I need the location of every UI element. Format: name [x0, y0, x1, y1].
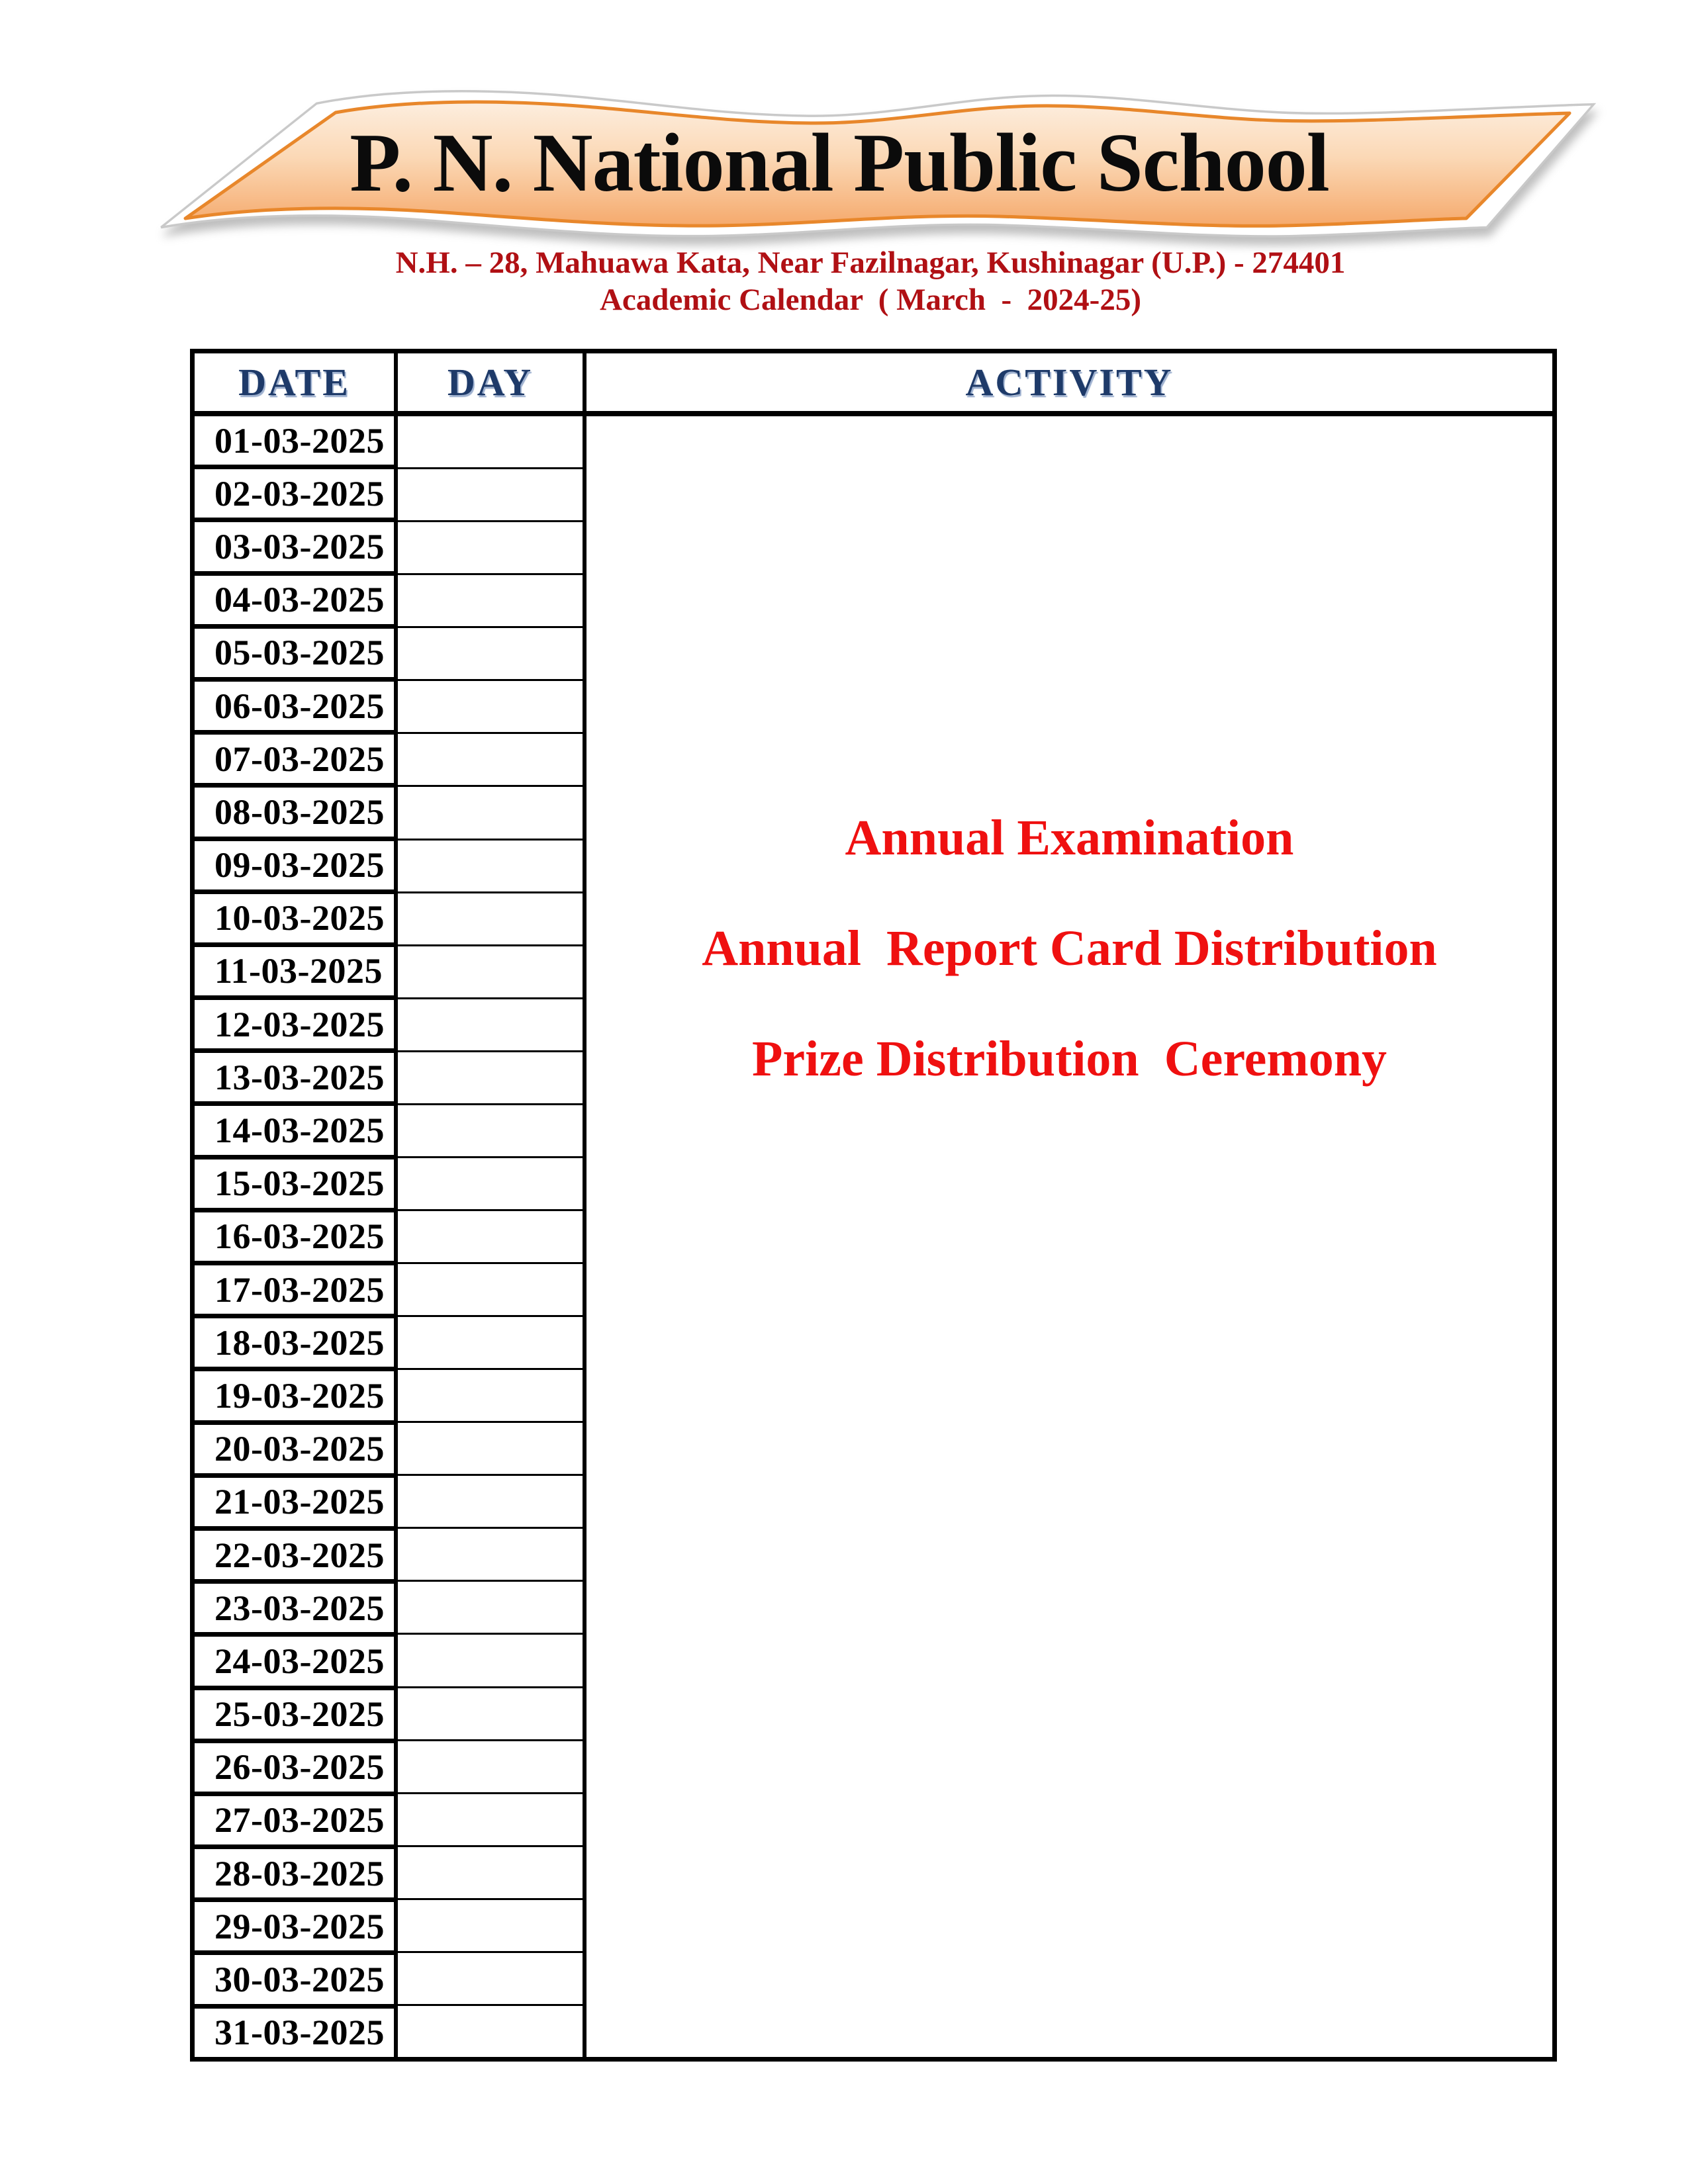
day-cell [398, 1317, 586, 1370]
calendar-title: Academic Calendar ( March - 2024-25) [599, 283, 1141, 317]
day-cell [398, 1476, 586, 1529]
activity-line: Prize Distribution Ceremony [752, 1031, 1387, 1087]
day-cell [398, 1423, 586, 1476]
date-cell: 07-03-2025 [195, 735, 398, 788]
day-cell [398, 1211, 586, 1264]
day-cell [398, 1847, 586, 1900]
calendar-table [190, 349, 1557, 2062]
activity-text-block [586, 783, 1552, 1115]
date-cell: 20-03-2025 [195, 1425, 398, 1478]
date-cell: 28-03-2025 [195, 1849, 398, 1902]
date-cell: 04-03-2025 [195, 576, 398, 629]
date-cell: 08-03-2025 [195, 788, 398, 841]
date-cell: 01-03-2025 [195, 416, 398, 469]
day-cell [398, 1158, 586, 1211]
date-cell: 19-03-2025 [195, 1371, 398, 1424]
day-cell [398, 1582, 586, 1635]
day-cell [398, 734, 586, 787]
date-cell: 17-03-2025 [195, 1265, 398, 1318]
day-cell [398, 1741, 586, 1794]
day-cell [398, 1635, 586, 1688]
day-cell [398, 1794, 586, 1847]
day-cell [398, 893, 586, 946]
day-cell [398, 1953, 586, 2006]
school-address: N.H. – 28, Mahuawa Kata, Near Fazilnagar, Kushinagar (U.P.) - 274401 [395, 246, 1346, 280]
activity-line: Annual Examination [845, 810, 1294, 866]
day-cell [398, 999, 586, 1052]
day-cell [398, 787, 586, 840]
date-cell: 30-03-2025 [195, 1955, 398, 2008]
day-cell [398, 575, 586, 628]
day-cell [398, 628, 586, 681]
date-cell: 13-03-2025 [195, 1053, 398, 1106]
day-cell [398, 469, 586, 522]
day-cell [398, 1370, 586, 1423]
day-cell [398, 416, 586, 469]
date-cell: 10-03-2025 [195, 894, 398, 947]
date-cell: 25-03-2025 [195, 1690, 398, 1743]
date-cell: 18-03-2025 [195, 1318, 398, 1371]
day-cell [398, 1105, 586, 1158]
date-cell: 16-03-2025 [195, 1212, 398, 1265]
date-cell: 21-03-2025 [195, 1478, 398, 1531]
date-cell: 05-03-2025 [195, 629, 398, 682]
date-cell: 09-03-2025 [195, 841, 398, 894]
activity-line: Annual Report Card Distribution [702, 921, 1437, 976]
school-name: P. N. National Public School [350, 117, 1329, 209]
day-cell [398, 946, 586, 999]
day-cell [398, 522, 586, 575]
date-cell: 31-03-2025 [195, 2009, 398, 2057]
date-cell: 14-03-2025 [195, 1106, 398, 1159]
day-cell [398, 1264, 586, 1317]
date-cell: 06-03-2025 [195, 682, 398, 735]
day-cell [398, 1688, 586, 1741]
day-cell [398, 681, 586, 734]
table-body [195, 416, 1552, 2057]
date-cell: 22-03-2025 [195, 1531, 398, 1584]
date-column [195, 416, 398, 2057]
date-cell: 03-03-2025 [195, 522, 398, 575]
date-cell: 24-03-2025 [195, 1637, 398, 1690]
day-cell [398, 841, 586, 893]
table-header-row [195, 353, 1552, 416]
day-cell [398, 1052, 586, 1105]
day-column [398, 416, 586, 2057]
day-cell [398, 1900, 586, 1953]
date-cell: 26-03-2025 [195, 1743, 398, 1796]
column-header-date: DATE [195, 353, 398, 411]
date-cell: 15-03-2025 [195, 1160, 398, 1212]
day-cell [398, 2006, 586, 2057]
column-header-activity: ACTIVITY [965, 361, 1174, 404]
date-cell: 11-03-2025 [195, 947, 398, 1000]
day-cell [398, 1529, 586, 1582]
column-header-day: DAY [398, 353, 586, 411]
activity-column [586, 416, 1552, 2057]
date-cell: 02-03-2025 [195, 469, 398, 522]
date-cell: 12-03-2025 [195, 1000, 398, 1053]
date-cell: 29-03-2025 [195, 1902, 398, 1955]
date-cell: 23-03-2025 [195, 1584, 398, 1637]
date-cell: 27-03-2025 [195, 1796, 398, 1849]
